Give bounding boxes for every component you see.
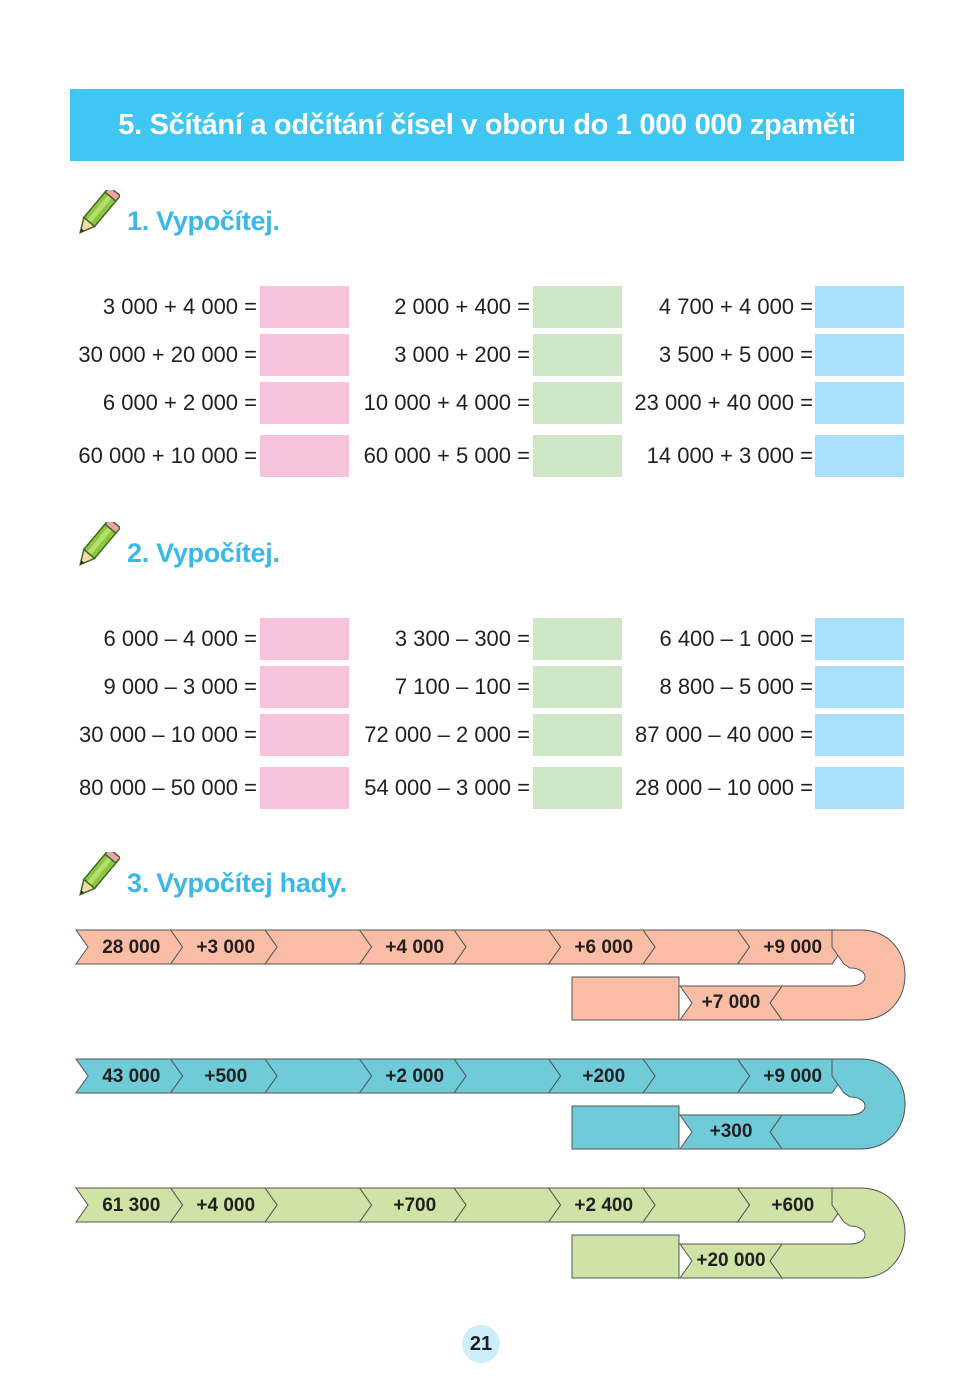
snake-cell [265,1059,372,1093]
task-1-title: 1. Vypočítej. [127,206,280,236]
snake-cell [643,1059,750,1093]
pencil-icon [70,852,120,902]
snake-return-step: +7 000 [701,992,761,1013]
equation: 72 000 – 2 000 = [364,722,530,747]
answer-box[interactable] [815,767,904,809]
answer-box[interactable] [815,334,904,376]
answer-box[interactable] [815,618,904,660]
answer-box[interactable] [815,382,904,424]
snake-2 [70,1057,910,1157]
snake-cell [643,1188,750,1222]
snake-start-value: 43 000 [102,1066,161,1087]
equation: 3 000 + 200 = [394,342,530,367]
equation: 3 000 + 4 000 = [102,294,257,319]
answer-box[interactable] [815,286,904,328]
equation: 28 000 – 10 000 = [635,775,813,800]
snake-3 [70,1186,910,1286]
equation: 6 400 – 1 000 = [659,626,813,651]
equation: 14 000 + 3 000 = [646,443,813,468]
equation: 2 000 + 400 = [394,294,530,319]
snake-step: +6 000 [574,937,634,958]
equation: 3 500 + 5 000 = [658,342,813,367]
snake-return-step: +20 000 [696,1250,766,1271]
page-number-badge [462,1325,500,1363]
snake-result-box[interactable] [572,977,679,1020]
snake-step: +700 [393,1195,437,1216]
snake-result-box[interactable] [572,1106,679,1149]
answer-box[interactable] [815,666,904,708]
snake-cell [265,1188,372,1222]
equation: 6 000 – 4 000 = [103,626,257,651]
snake-step: +600 [771,1195,815,1216]
snake-step: +4 000 [385,937,445,958]
equation: 54 000 – 3 000 = [364,775,530,800]
snake-return-step: +300 [709,1121,753,1142]
equation: 8 800 – 5 000 = [659,674,813,699]
snake-start-value: 61 300 [102,1195,161,1216]
snake-cell [454,930,561,964]
equation: 3 300 – 300 = [394,626,530,651]
equation: 6 000 + 2 000 = [102,390,257,415]
equation: 30 000 + 20 000 = [78,342,257,367]
task-3-title: 3. Vypočítej hady. [127,868,347,898]
snake-cell [454,1059,561,1093]
snake-step: +200 [582,1066,626,1087]
snake-step: +9 000 [763,937,823,958]
chapter-title-banner [70,89,904,161]
page-number: 21 [469,1332,493,1355]
snake-cell [643,930,750,964]
snake-step: +2 000 [385,1066,445,1087]
equation: 4 700 + 4 000 = [658,294,813,319]
equation: 60 000 + 10 000 = [78,443,257,468]
equation: 80 000 – 50 000 = [79,775,257,800]
answer-box[interactable] [815,714,904,756]
pencil-icon [70,190,120,240]
snake-step: +3 000 [196,937,256,958]
pencil-icon [70,522,120,572]
snake-step: +2 400 [574,1195,634,1216]
equation: 23 000 + 40 000 = [634,390,813,415]
snake-step: +500 [204,1066,248,1087]
equation: 9 000 – 3 000 = [103,674,257,699]
snake-start-value: 28 000 [102,937,161,958]
snake-cell [265,930,372,964]
snake-result-box[interactable] [572,1235,679,1278]
snake-cell [454,1188,561,1222]
snake-step: +4 000 [196,1195,256,1216]
snake-step: +9 000 [763,1066,823,1087]
snake-1 [70,928,910,1028]
equation: 7 100 – 100 = [394,674,530,699]
chapter-title: 5. Sčítání a odčítání čísel v oboru do 1 000 000 zpaměti [118,108,856,141]
answer-box[interactable] [815,435,904,477]
equation: 60 000 + 5 000 = [363,443,530,468]
equation: 87 000 – 40 000 = [635,722,813,747]
equation: 10 000 + 4 000 = [363,390,530,415]
task-2-title: 2. Vypočítej. [127,538,280,568]
equation: 30 000 – 10 000 = [79,722,257,747]
